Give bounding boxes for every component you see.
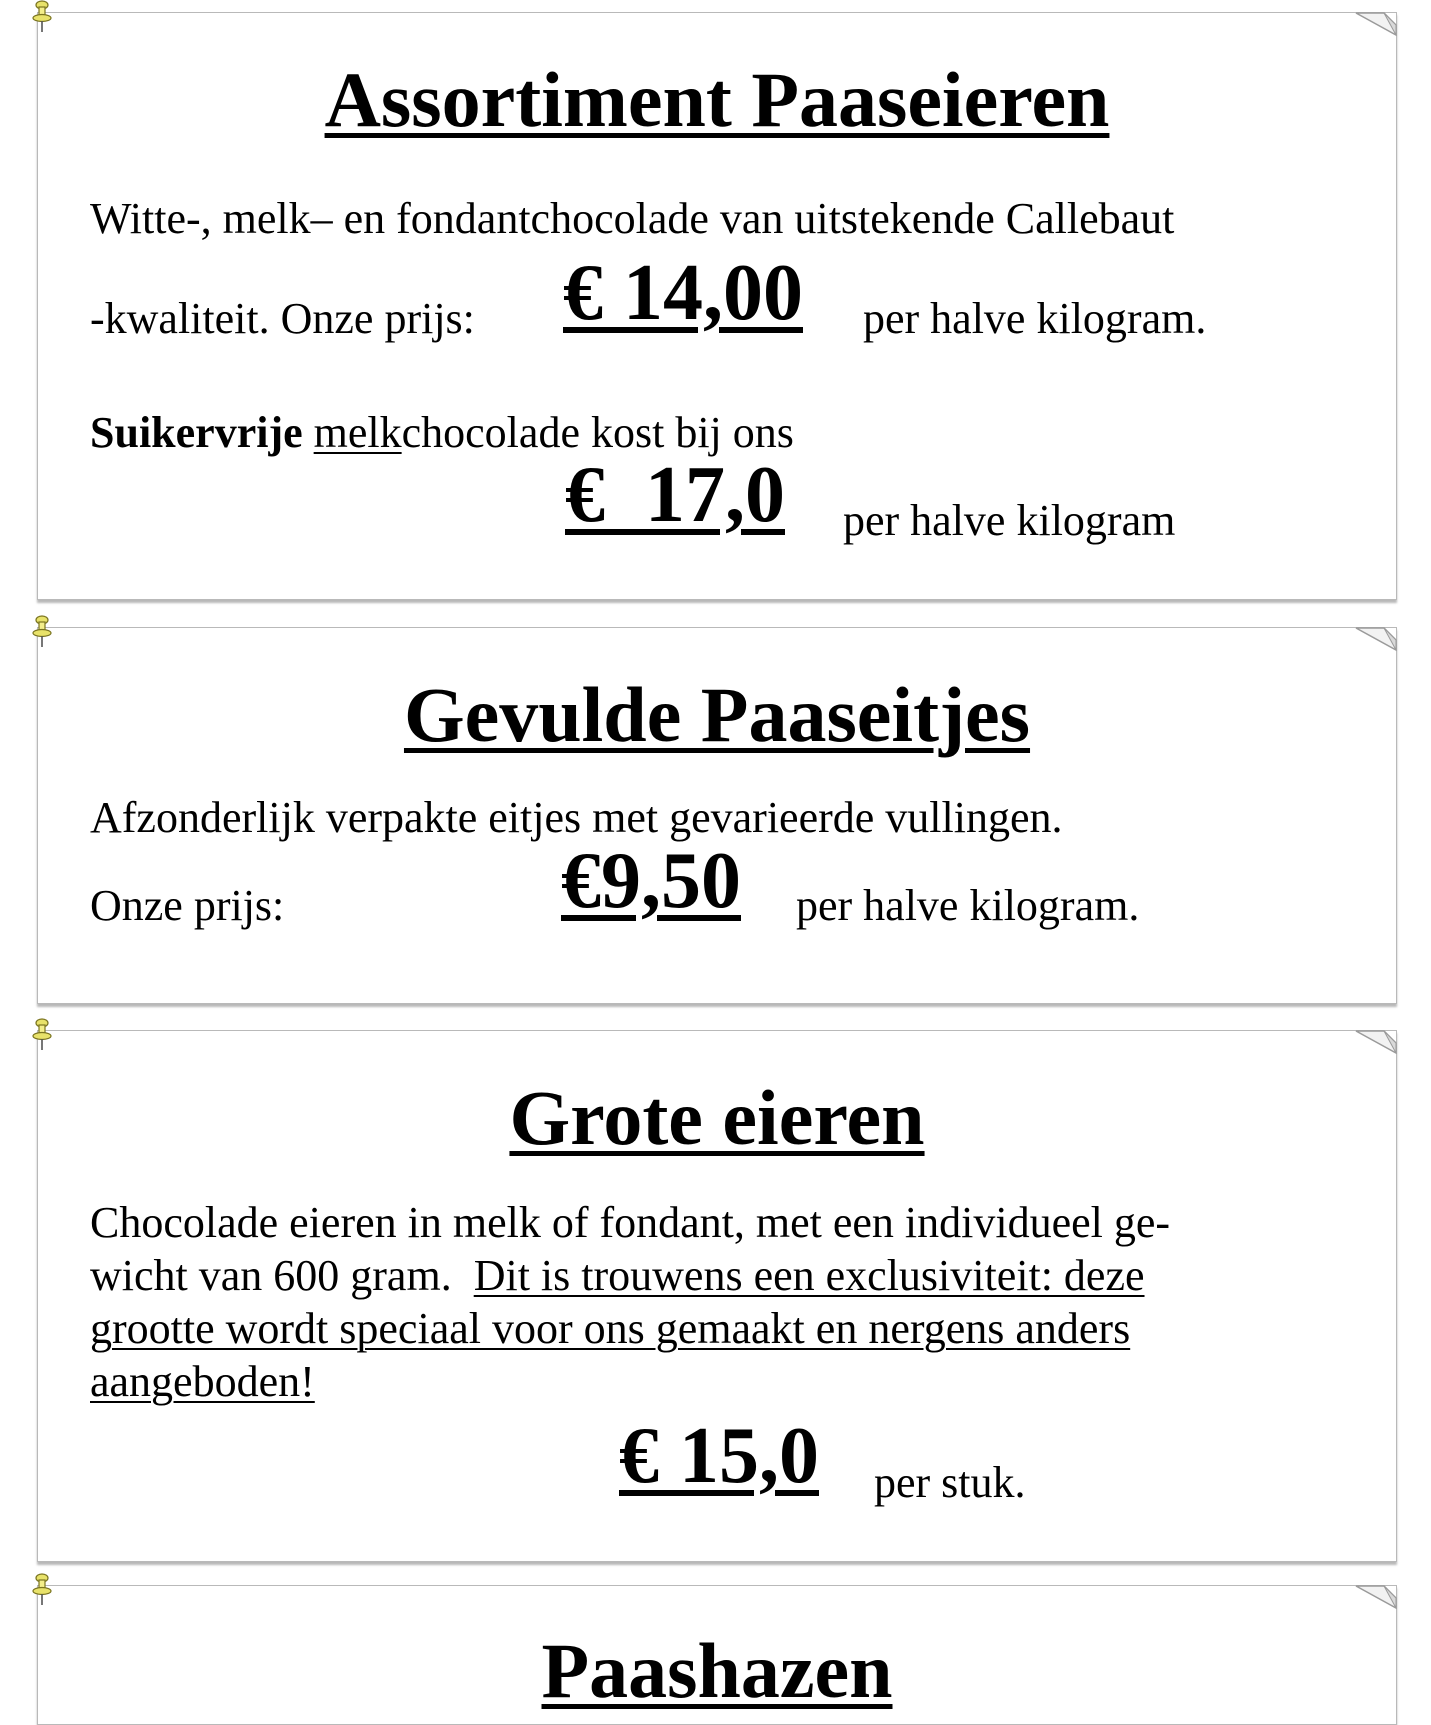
price-unit: per halve kilogram <box>843 496 1176 545</box>
description-line: aangeboden! <box>90 1357 315 1406</box>
sugarfree-line <box>90 408 794 457</box>
page-curl-icon <box>1354 11 1398 37</box>
price: € 14,00 <box>563 249 803 337</box>
description-plain: wicht van 600 gram. <box>90 1251 474 1300</box>
pushpin-icon <box>30 1017 54 1051</box>
description-line: grootte wordt speciaal voor ons gemaakt en nergens anders <box>90 1304 1131 1353</box>
description-line: Onze prijs: <box>90 881 285 930</box>
card-title: Gevulde Paaseitjes <box>403 671 1031 758</box>
pushpin-icon <box>30 0 54 33</box>
pushpin-icon <box>30 1572 54 1606</box>
price: €9,50 <box>561 837 741 925</box>
card-grote-eieren <box>37 1030 1397 1562</box>
description-line <box>90 1251 1145 1300</box>
description-line: Afzonderlijk verpakte eitjes met gevarieerde vullingen. <box>90 793 1063 842</box>
card-gevulde-paaseitjes <box>37 627 1397 1004</box>
milk-underlined: melk <box>313 408 402 457</box>
sugarfree-price: € 17,0 <box>565 451 785 539</box>
card-title: Grote eieren <box>509 1074 925 1161</box>
description-line: Witte-, melk– en fondantchocolade van uitstekende Callebaut <box>90 194 1175 243</box>
page-curl-icon <box>1354 1029 1398 1055</box>
description-line: Chocolade eieren in melk of fondant, met een individueel ge- <box>90 1198 1171 1247</box>
pushpin-icon <box>30 614 54 648</box>
sugarfree-rest: chocolade kost bij ons <box>401 408 794 457</box>
price-unit: per halve kilogram. <box>796 881 1140 930</box>
description-line: -kwaliteit. Onze prijs: <box>90 294 475 343</box>
sugarfree-label: Suikervrije <box>90 408 303 457</box>
card-title: Paashazen <box>541 1627 893 1714</box>
price-unit: per stuk. <box>874 1458 1026 1507</box>
price: € 15,0 <box>619 1412 819 1500</box>
card-paashazen <box>37 1585 1397 1725</box>
price-unit: per halve kilogram. <box>863 294 1207 343</box>
page-curl-icon <box>1354 1584 1398 1610</box>
page-curl-icon <box>1354 626 1398 652</box>
card-assortiment <box>37 12 1397 600</box>
card-title: Assortiment Paaseieren <box>324 56 1110 143</box>
description-underlined: Dit is trouwens een exclusiviteit: deze <box>473 1251 1145 1300</box>
